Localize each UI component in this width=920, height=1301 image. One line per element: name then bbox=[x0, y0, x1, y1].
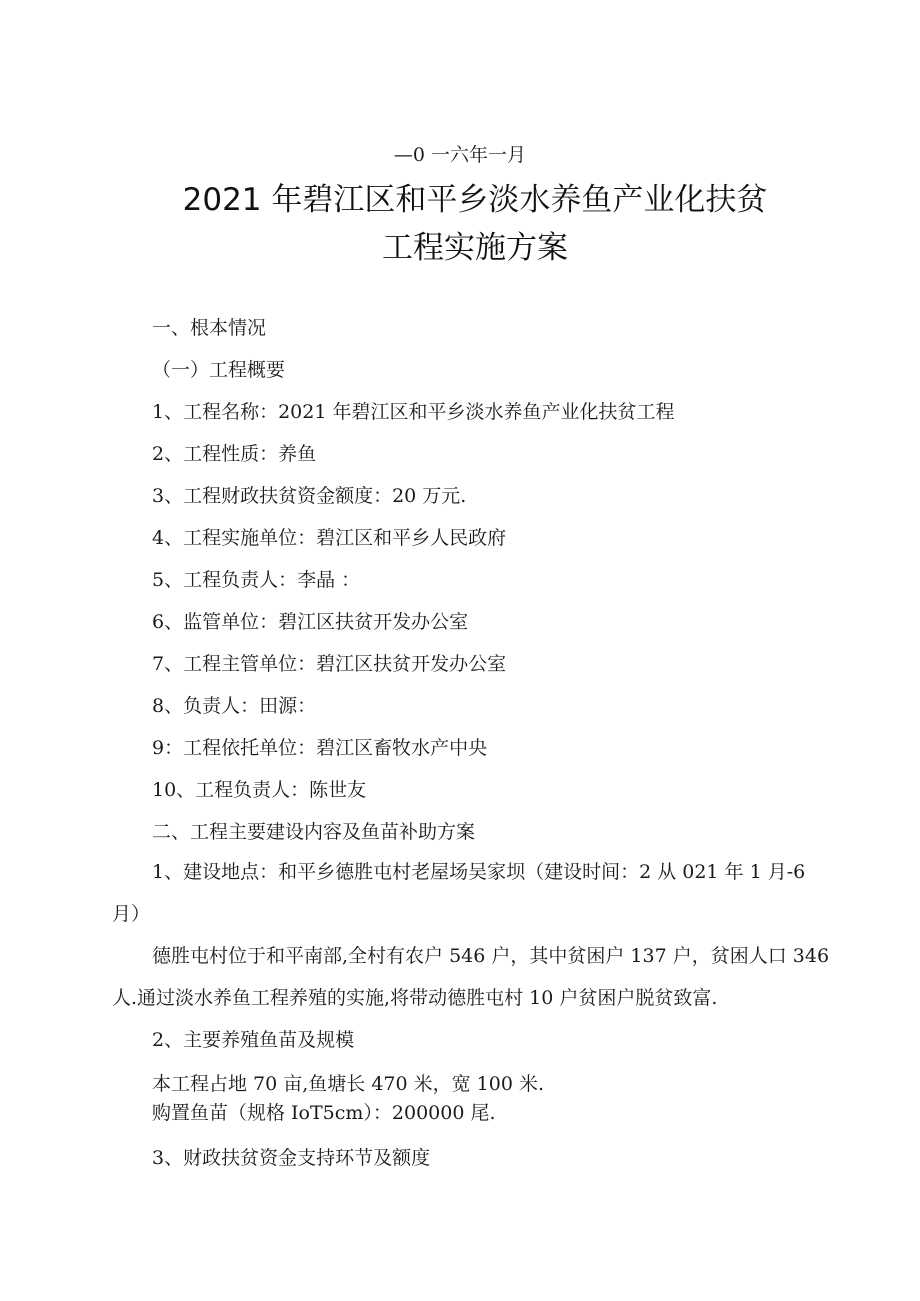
overview-item: 10、工程负责人：陈世友 bbox=[152, 779, 367, 801]
fry-scale-line-1: 本工程占地 70 亩,鱼塘长 470 米，宽 100 米. bbox=[152, 1073, 545, 1095]
overview-item: 2、工程性质：养鱼 bbox=[152, 443, 317, 465]
overview-item: 7、工程主管单位：碧江区扶贫开发办公室 bbox=[152, 653, 507, 675]
village-paragraph-line-1: 德胜屯村位于和平南部,全村有农户 546 户，其中贫困户 137 户，贫困人口 346 bbox=[152, 945, 830, 967]
document-title-line-1: 2021 年碧江区和平乡淡水养鱼产业化扶贫 bbox=[182, 182, 768, 218]
overview-item: 5、工程负责人：李晶 ： bbox=[152, 569, 361, 591]
overview-item: 8、负责人：田源： bbox=[152, 695, 317, 717]
location-paragraph-line-2: 月） bbox=[112, 903, 151, 925]
location-paragraph-line-1: 1、建设地点：和平乡德胜屯村老屋场吴家坝（建设时间：2 从 021 年 1 月-6 bbox=[152, 861, 806, 883]
fry-scale-line-2: 购置鱼苗（规格 IoT5cm）：200000 尾. bbox=[152, 1102, 496, 1124]
section-heading-construction: 二、工程主要建设内容及鱼苗补助方案 bbox=[152, 821, 476, 843]
section-heading-basic-info: 一、根本情况 bbox=[152, 317, 267, 339]
overview-item: 3、工程财政扶贫资金额度：20 万元. bbox=[152, 485, 467, 507]
village-paragraph-line-2: 人.通过淡水养鱼工程养殖的实施,将带动德胜屯村 10 户贫困户脱贫致富. bbox=[112, 987, 718, 1009]
overview-item: 6、监管单位：碧江区扶贫开发办公室 bbox=[152, 611, 469, 633]
overview-item: 4、工程实施单位：碧江区和平乡人民政府 bbox=[152, 527, 507, 549]
document-date: —0 一六年一月 bbox=[393, 144, 527, 166]
overview-item: 1、工程名称：2021 年碧江区和平乡淡水养鱼产业化扶贫工程 bbox=[152, 401, 675, 423]
fry-scale-heading: 2、主要养殖鱼苗及规模 bbox=[152, 1029, 355, 1051]
overview-item: 9：工程依托单位：碧江区畜牧水产中央 bbox=[152, 737, 488, 759]
funding-heading: 3、财政扶贫资金支持环节及额度 bbox=[152, 1147, 431, 1169]
subsection-heading-overview: （一）工程概要 bbox=[152, 359, 286, 381]
document-title-line-2: 工程实施方案 bbox=[382, 230, 568, 266]
